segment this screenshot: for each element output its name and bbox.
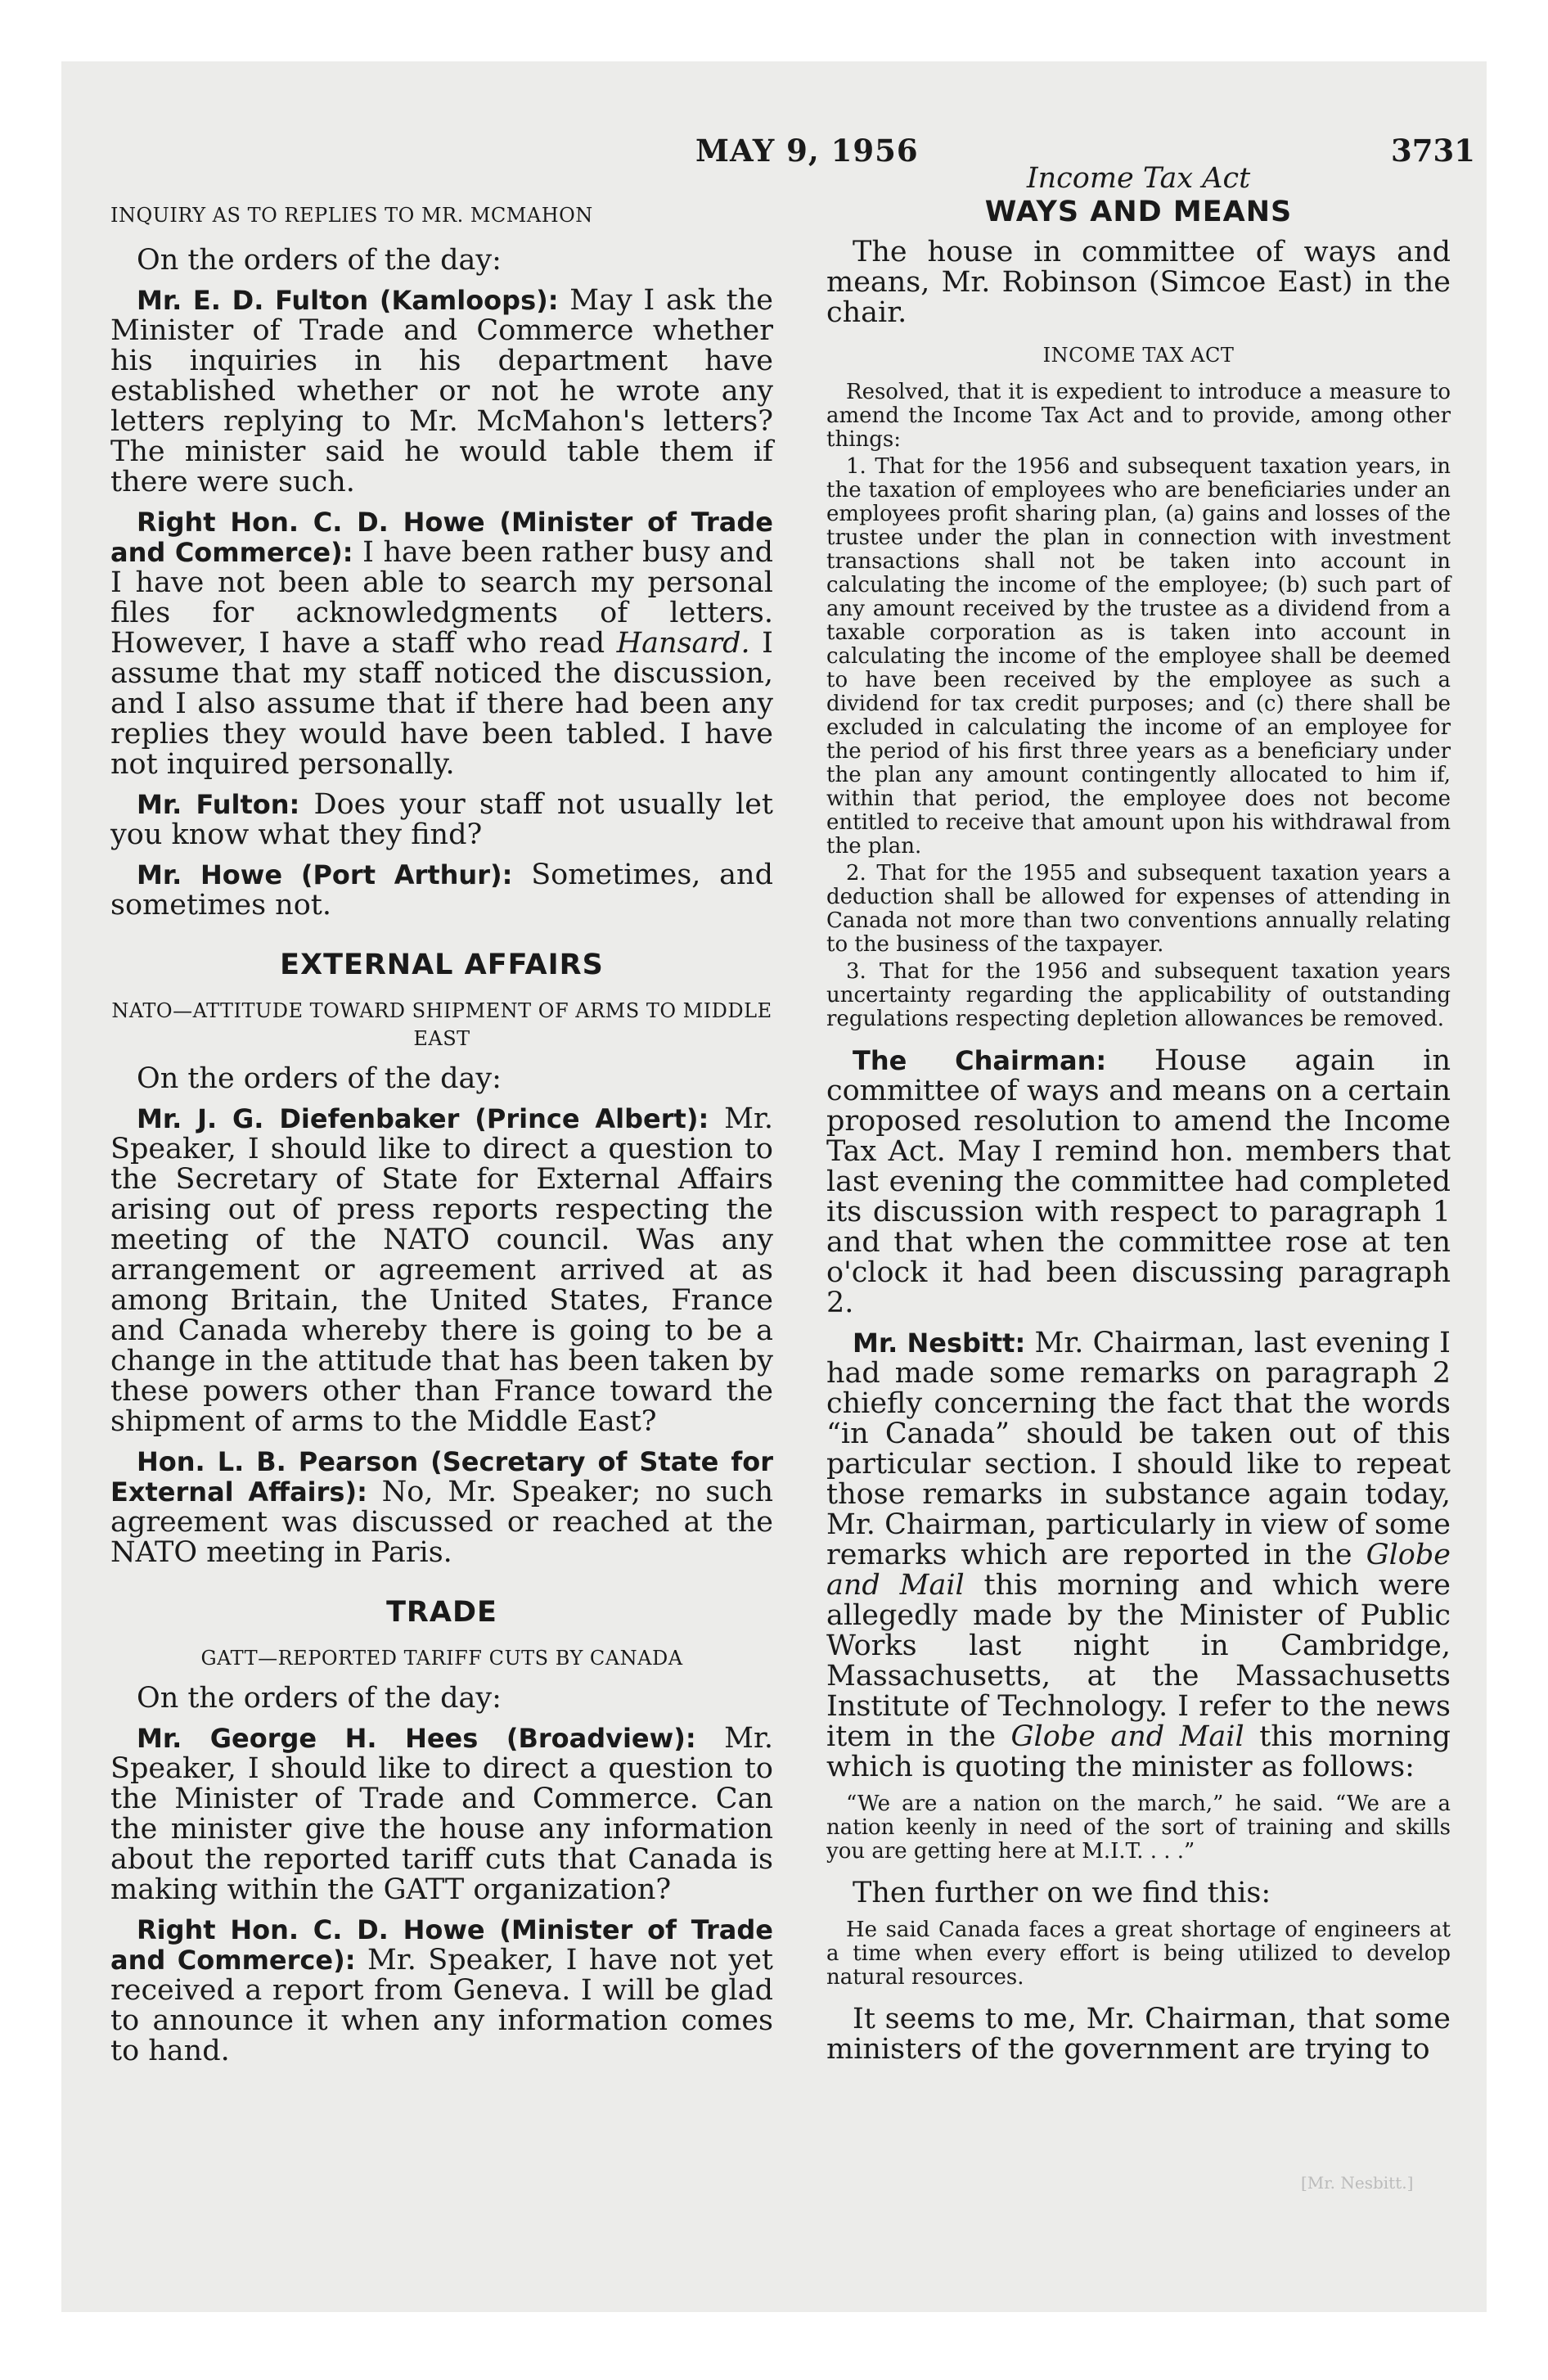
paragraph-howe-3 xyxy=(110,1915,773,2067)
left-column xyxy=(110,176,773,2076)
speech-text: this morning and which were allegedly made by the Minister of Public Works last night in Cambridge, Massachusetts, at the Massachusetts Institute of Technology. I refer to the news item in the xyxy=(826,1569,1451,1753)
speech-text: Mr. Speaker, I should like to direct a question to the Minister of Trade and Commerce. Can the minister give the house any information about the reported tariff cuts that Canada is making within the GATT organization? xyxy=(110,1722,773,1906)
globe-and-mail-italic: Globe and Mail xyxy=(1010,1720,1244,1753)
continuation-tag: [Mr. Nesbitt.] xyxy=(1301,2173,1414,2193)
speaker-name: Hon. L. B. Pearson (Secretary of State for External Affairs): xyxy=(110,1446,773,1508)
speech-text: No, Mr. Speaker; no such agreement was discussed or reached at the NATO meeting in Paris. xyxy=(110,1476,773,1569)
subheading-income-tax: INCOME TAX ACT xyxy=(1042,344,1235,367)
orders-of-day: On the orders of the day: xyxy=(137,1062,502,1095)
block-quote: He said Canada faces a great shortage of engineers at a time when every effort is being utilized to develop natural resources. xyxy=(826,1918,1451,1990)
resolution-item: 2. That for the 1955 and subsequent taxation years a deduction shall be allowed for expenses of attending in Canada not more than two conventions annually relating to the business of the taxpayer. xyxy=(826,861,1451,957)
paragraph-hees xyxy=(110,1724,773,1905)
speaker-name: The Chairman: xyxy=(853,1045,1107,1076)
orders-of-day: On the orders of the day: xyxy=(137,1682,502,1715)
speech-text: House again in committee of ways and means on a certain proposed resolution to amend the Income Tax Act. May I remind hon. members that last evening the committee had completed its discussion with respect to paragraph 1 and that when the committee rose at ten o'clock it had been discussing paragraph 2. xyxy=(826,1044,1451,1319)
paragraph-fulton xyxy=(110,286,773,498)
subheading-nato: NATO—ATTITUDE TOWARD SHIPMENT OF ARMS TO MIDDLE EAST xyxy=(111,999,772,1050)
resolution-item: 1. That for the 1956 and subsequent taxation years, in the taxation of employees who are beneficiaries under an employees profit sharing plan, (a) gains and losses of the trustee under the plan in connection with investment transactions shall not be taken into account in calculating the income of the employee; (b) such part of any amount received by the trustee as a dividend from a taxable corporation as is taken into account in calculating the income of the employee shall be deemed to have been received by the employee as such a dividend for tax credit purposes; and (c) there shall be excluded in calculating the income of an employee for the period of his first three years as a beneficiary under the plan any amount contingently allocated to him if, within that period, the employee does not become entitled to receive that amount upon his withdrawal from the plan. xyxy=(826,454,1451,859)
speech-text: Mr. Speaker, I should like to direct a question to the Secretary of State for External Affairs arising out of press reports respecting the meeting of the NATO council. Was any arrangement or agreement arrived at as among Britain, the United States, France and Canada whereby there is going to be a change in the attitude that has been taken by these powers other than France toward the shipment of arms to the Middle East? xyxy=(110,1102,773,1438)
closing-paragraph: It seems to me, Mr. Chairman, that some ministers of the government are trying to xyxy=(826,2003,1451,2066)
block-quote: “We are a nation on the march,” he said. “We are a nation keenly in need of the sort of training and skills you are getting here at M.I.T. . . .” xyxy=(826,1792,1451,1864)
speaker-name: Right Hon. C. D. Howe (Minister of Trade and Commerce): xyxy=(110,507,773,568)
orders-of-day: On the orders of the day: xyxy=(137,244,502,277)
paragraph-nesbitt xyxy=(826,1328,1451,1783)
speaker-name: Mr. E. D. Fulton (Kamloops): xyxy=(137,285,559,316)
paragraph-chairman xyxy=(826,1046,1451,1318)
resolution-text: Resolved, that it is expedient to introduce a measure to amend the Income Tax Act and to provide, among other things: xyxy=(826,380,1451,452)
speaker-name: Mr. Howe (Port Arthur): xyxy=(137,859,513,890)
globe-and-mail-italic: Globe and Mail xyxy=(826,1539,1451,1602)
paragraph-howe xyxy=(110,507,773,780)
paragraph-pearson xyxy=(110,1447,773,1568)
speaker-name: Right Hon. C. D. Howe (Minister of Trade and Commerce): xyxy=(110,1914,773,1976)
inquiry-heading: INQUIRY AS TO REPLIES TO MR. MCMAHON xyxy=(110,204,593,227)
speech-text: I assume that my staff noticed the discussion, and I also assume that if there had been any replies they would have been tabled. I have not inquired personally. xyxy=(110,627,773,781)
right-column xyxy=(826,164,1451,2075)
speech-text: I have been rather busy and I have not been able to search my personal files for acknowledgments of letters. However, I have a staff who read xyxy=(110,536,773,660)
section-heading-trade: TRADE xyxy=(386,1596,497,1629)
speech-text: Mr. Chairman, last evening I had made some remarks on paragraph 2 chiefly concerning the fact that the words “in Canada” should be taken out of this particular section. I should like to repeat those remarks in substance again today, Mr. Chairman, particularly in view of some remarks which are reported in the xyxy=(826,1327,1451,1571)
speech-text: May I ask the Minister of Trade and Commerce whether his inquiries in his department have established whether or not he wrote any letters replying to Mr. McMahon's letters? The minister said he would table them if there were such. xyxy=(110,284,773,498)
speaker-name: Mr. George H. Hees (Broadview): xyxy=(137,1723,696,1754)
section-heading-ways-means: WAYS AND MEANS xyxy=(984,196,1293,228)
running-title: Income Tax Act xyxy=(1026,162,1251,195)
then-further: Then further on we find this: xyxy=(853,1877,1271,1909)
subheading-gatt: GATT—REPORTED TARIFF CUTS BY CANADA xyxy=(200,1647,683,1670)
speaker-name: Mr. Nesbitt: xyxy=(853,1327,1026,1359)
paragraph-fulton-2 xyxy=(110,790,773,850)
speaker-name: Mr. J. G. Diefenbaker (Prince Albert): xyxy=(137,1103,709,1134)
paragraph-howe-2 xyxy=(110,860,773,921)
speech-text: Does your staff not usually let you know what they find? xyxy=(110,788,773,851)
resolution-item: 3. That for the 1956 and subsequent taxation years uncertainty regarding the applicability of outstanding regulations respecting depletion allowances be removed. xyxy=(826,959,1451,1031)
page-number: 3731 xyxy=(1391,133,1475,169)
section-heading-external: EXTERNAL AFFAIRS xyxy=(280,949,604,981)
paragraph-diefenbaker xyxy=(110,1104,773,1437)
speech-text: this morning which is quoting the minister as follows: xyxy=(826,1720,1451,1783)
speech-text: Mr. Speaker, I have not yet received a report from Geneva. I will be glad to announce it when any information comes to hand. xyxy=(110,1944,773,2067)
committee-intro: The house in committee of ways and means, Mr. Robinson (Simcoe East) in the chair. xyxy=(826,236,1451,329)
page-date: MAY 9, 1956 xyxy=(695,133,919,169)
speech-text: Sometimes, and sometimes not. xyxy=(110,859,773,922)
speaker-name: Mr. Fulton: xyxy=(137,789,300,820)
hansard-italic: Hansard. xyxy=(616,627,750,660)
